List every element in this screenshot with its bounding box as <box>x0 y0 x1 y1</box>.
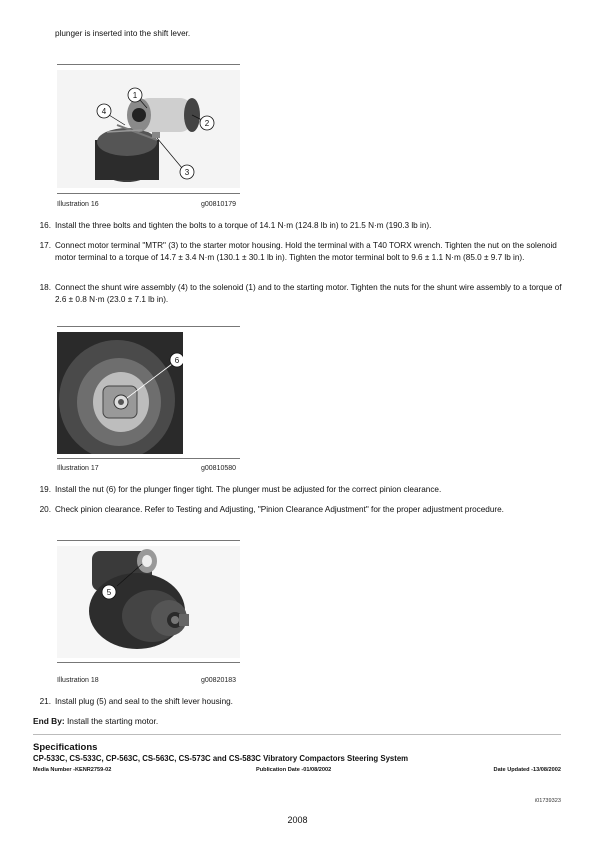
media-number: Media Number -KENR2759-02 <box>33 767 112 773</box>
figure-caption: Illustration 16 <box>57 201 99 208</box>
figure-top-rule <box>57 540 240 541</box>
spec-divider <box>33 734 561 735</box>
callout-3: 3 <box>184 168 190 177</box>
date-updated: Date Updated -13/08/2002 <box>493 767 561 773</box>
step-number: 18. <box>39 283 51 292</box>
figure-bottom-rule <box>57 458 240 459</box>
figure-bottom-rule <box>57 193 240 194</box>
step-number: 21. <box>39 697 51 706</box>
callout-6: 6 <box>174 356 180 365</box>
step-text: Install the nut (6) for the plunger finger tight. The plunger must be adjusted for the correct pinion clearance. <box>55 485 442 494</box>
step-text: Connect the shunt wire assembly (4) to the solenoid (1) and to the starting motor. Tighten the nuts for the shunt wire assembly to a torque of 2.6 ± 0.8 N·m (23.0 ± 7.1 lb in). <box>55 283 562 304</box>
callout-2: 2 <box>204 119 210 128</box>
illustration-16-photo <box>57 70 240 188</box>
step-text: Check pinion clearance. Refer to Testing and Adjusting, "Pinion Clearance Adjustment" for the proper adjustment procedure. <box>55 505 504 514</box>
figure-caption: Illustration 18 <box>57 677 99 684</box>
step-20 <box>35 504 565 516</box>
figure-bottom-rule <box>57 662 240 663</box>
callout-5: 5 <box>106 588 112 597</box>
publication-date: Publication Date -01/08/2002 <box>256 767 332 773</box>
end-by-text: Install the starting motor. <box>66 716 159 726</box>
document-id: i01739323 <box>534 798 561 804</box>
step-text: Install the three bolts and tighten the bolts to a torque of 14.1 N·m (124.8 lb in) to 21.5 N·m (190.3 lb in). <box>55 221 432 230</box>
end-by <box>33 716 158 726</box>
intro-text: plunger is inserted into the shift lever. <box>55 29 191 38</box>
figure-top-rule <box>57 326 240 327</box>
step-text: Install plug (5) and seal to the shift lever housing. <box>55 697 233 706</box>
callout-4: 4 <box>101 107 107 116</box>
step-number: 17. <box>39 241 51 250</box>
step-text: Connect motor terminal "MTR" (3) to the starter motor housing. Hold the terminal with a T40 TORX wrench. Tighten the nut on the solenoid motor terminal to a torque of 14.7 ± 3.4 N·m (130.1 ± 30.1 lb in). Tighten the motor terminal bolt to 9.6 ± 1.1 N·m (85.0 ± 9.7 lb in). <box>55 241 557 262</box>
figure-code: g00810179 <box>201 201 237 208</box>
callout-1: 1 <box>132 91 138 100</box>
step-number: 16. <box>39 221 51 230</box>
step-17 <box>35 240 565 263</box>
figure-caption: Illustration 17 <box>57 465 99 472</box>
step-16 <box>35 220 565 232</box>
figure-code: g00810580 <box>201 465 237 472</box>
step-19 <box>35 484 565 496</box>
step-18 <box>35 282 565 305</box>
figure-top-rule <box>57 64 240 65</box>
spec-title: Specifications <box>33 742 98 753</box>
end-by-label: End By: <box>33 716 65 726</box>
step-number: 20. <box>39 505 51 514</box>
figure-code: g00820183 <box>201 677 237 684</box>
step-number: 19. <box>39 485 51 494</box>
page-number: 2008 <box>287 815 308 825</box>
illustration-17-photo <box>57 332 183 454</box>
illustration-18-photo <box>57 546 240 658</box>
spec-subtitle: CP-533C, CS-533C, CP-563C, CS-563C, CS-573C and CS-583C Vibratory Compactors Steering System <box>33 754 409 763</box>
step-21 <box>35 696 565 708</box>
